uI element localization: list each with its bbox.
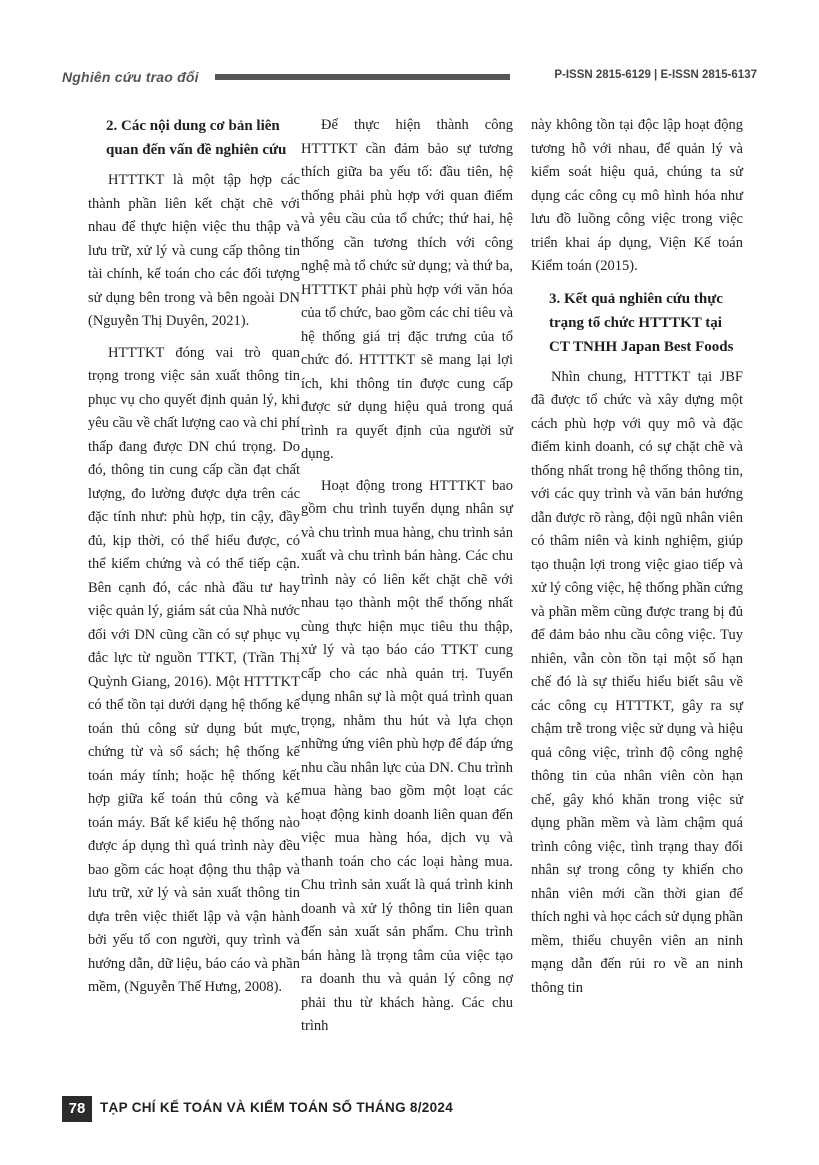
column-1 — [88, 114, 300, 1008]
paragraph: Nhìn chung, HTTTKT tại JBF đã được tổ chức và xây dựng một cách phù hợp với quy mô và đặc điểm kinh doanh, có sự chặt chẽ và thống nhất trong hệ thống thông tin, với các quy trình và văn bản hướng dẫn được rõ ràng, đội ngũ nhân viên có thâm niên và kinh nghiệm, giúp tạo thuận lợi trong việc giao tiếp và xử lý công việc, hệ thống phần cứng và phần mềm cũng được trang bị đủ để đảm bảo nhu cầu công việc. Tuy nhiên, vẫn còn tồn tại một số hạn chế đó là sự thiếu hiểu biết sâu về các công cụ HTTTKT, gây ra sự chậm trễ trong việc sử dụng và hiệu quả công việc, trình độ công nghệ thông tin của nhân viên còn hạn chế, gây khó khăn trong việc sử dụng phần mềm và làm chậm quá trình công việc, tình trạng thay đổi nhân sự trong công ty khiến cho nhân viên mới cần thời gian để thích nghi và học cách sử dụng phần mềm, thiếu chuyên viên an ninh mạng dẫn đến rủi ro về an ninh thông tin — [531, 368, 744, 996]
paragraph: HTTTKT đóng vai trò quan trọng trong việc sản xuất thông tin phục vụ cho quyết định quản lý, khi yêu cầu về chất lượng cao và chi phí thấp đang được DN chú trọng. Do đó, thông tin cung cấp cần đạt chất lượng, đo lường được dựa trên các đặc tính như: phù hợp, tin cậy, đầy đủ, kịp thời, có thể hiểu được, có thể kiểm chứng và có thể tiếp cận. Bên cạnh đó, các nhà đầu tư hay việc quản lý, giám sát của Nhà nước đối với DN cũng cần có sự phục vụ đắc lực từ nguồn TTKT, (Trần Thị Quỳnh Giang, 2016). Một HTTTKT có thể tồn tại dưới dạng hệ thống kế toán thủ công sử dụng bút mực, chứng từ và sổ sách; hệ thống kế toán máy tính; hoặc hệ thống kết hợp giữa kế toán thủ công và kế toán máy. Bất kể kiểu hệ thống nào được áp dụng thì quá trình này đều bao gồm các hoạt động thu thập và lưu trữ, xử lý và sản xuất thông tin dựa trên việc thiết lập và vận hành bởi yếu tố con người, quy trình và hướng dẫn, dữ liệu, báo cáo và phần mềm, (Nguyễn Thế Hưng, 2008). — [88, 344, 300, 995]
journal-title: TẠP CHÍ KẾ TOÁN VÀ KIỂM TOÁN SỐ THÁNG 8/2024 — [100, 1100, 454, 1115]
column-3 — [531, 114, 743, 1008]
section-heading-2: 2. Các nội dung cơ bản liên quan đến vấn đề nghiên cứu — [106, 118, 287, 158]
issn-label: P-ISSN 2815-6129 | E-ISSN 2815-6137 — [554, 69, 757, 81]
paragraph: HTTTKT là một tập hợp các thành phần liên kết chặt chẽ với nhau để thực hiện việc thu thập và lưu trữ, xử lý và cung cấp thông tin tài chính, kế toán cho các đối tượng sử dụng bên trong và bên ngoài DN (Nguyễn Thị Duyên, 2021). — [88, 172, 300, 329]
paragraph: Hoạt động trong HTTTKT bao gồm chu trình tuyển dụng nhân sự và chu trình mua hàng, chu trình sản xuất và chu trình bán hàng. Các chu trình này có liên kết chặt chẽ với nhau tạo thành một thể thống nhất cùng thực hiện mục tiêu thu thập, xử lý và tạo báo cáo TTKT cung cấp cho các nhà quản trị. Tuyển dụng nhân sự là một quá trình quan trọng, nhằm thu hút và lựa chọn những ứng viên phù hợp để đáp ứng nhu cầu nhân lực của DN. Chu trình mua hàng bao gồm một loạt các hoạt động kinh doanh liên quan đến việc mua hàng hóa, dịch vụ và thanh toán cho các loại hàng mua. Chu trình sản xuất là quá trình kinh doanh và xử lý thông tin liên quan đến sản xuất sản phẩm. Chu trình bán hàng là trọng tâm của việc tạo ra doanh thu và quản lý công nợ phải thu từ khách hàng. Các chu trình — [301, 477, 513, 1034]
column-2 — [301, 114, 513, 1047]
section-heading-3: 3. Kết quả nghiên cứu thực trạng tổ chức HTTTKT tại CT TNHH Japan Best Foods — [549, 290, 734, 355]
page-number: 78 — [62, 1096, 92, 1122]
page-header — [0, 0, 819, 100]
section-label: Nghiên cứu trao đổi — [62, 69, 199, 85]
header-rule — [215, 74, 510, 80]
paragraph: Để thực hiện thành công HTTTKT cần đảm bảo sự tương thích giữa ba yếu tố: đầu tiên, hệ thống phải phù hợp với quan điểm và yêu cầu của tổ chức; thứ hai, hệ thống cần tương thích với công nghệ mà tổ chức sử dụng; và thứ ba, HTTTKT phải phù hợp với văn hóa của tổ chức, bao gồm các chỉ tiêu và hệ thống giá trị đặc trưng của tổ chức đó. HTTTKT sẽ mang lại lợi ích, khi thông tin được cung cấp được sử dụng hiệu quả trong quá trình ra quyết định của người sử dụng. — [301, 117, 513, 462]
paragraph-continued: này không tồn tại độc lập hoạt động tương hỗ với nhau, để quản lý và kiểm soát hiệu quả, chúng ta sử dụng các công cụ mô hình hóa như lưu đồ luồng công việc trong việc triển khai áp dụng, Viện Kế toán Kiểm toán (2015). — [531, 117, 743, 274]
